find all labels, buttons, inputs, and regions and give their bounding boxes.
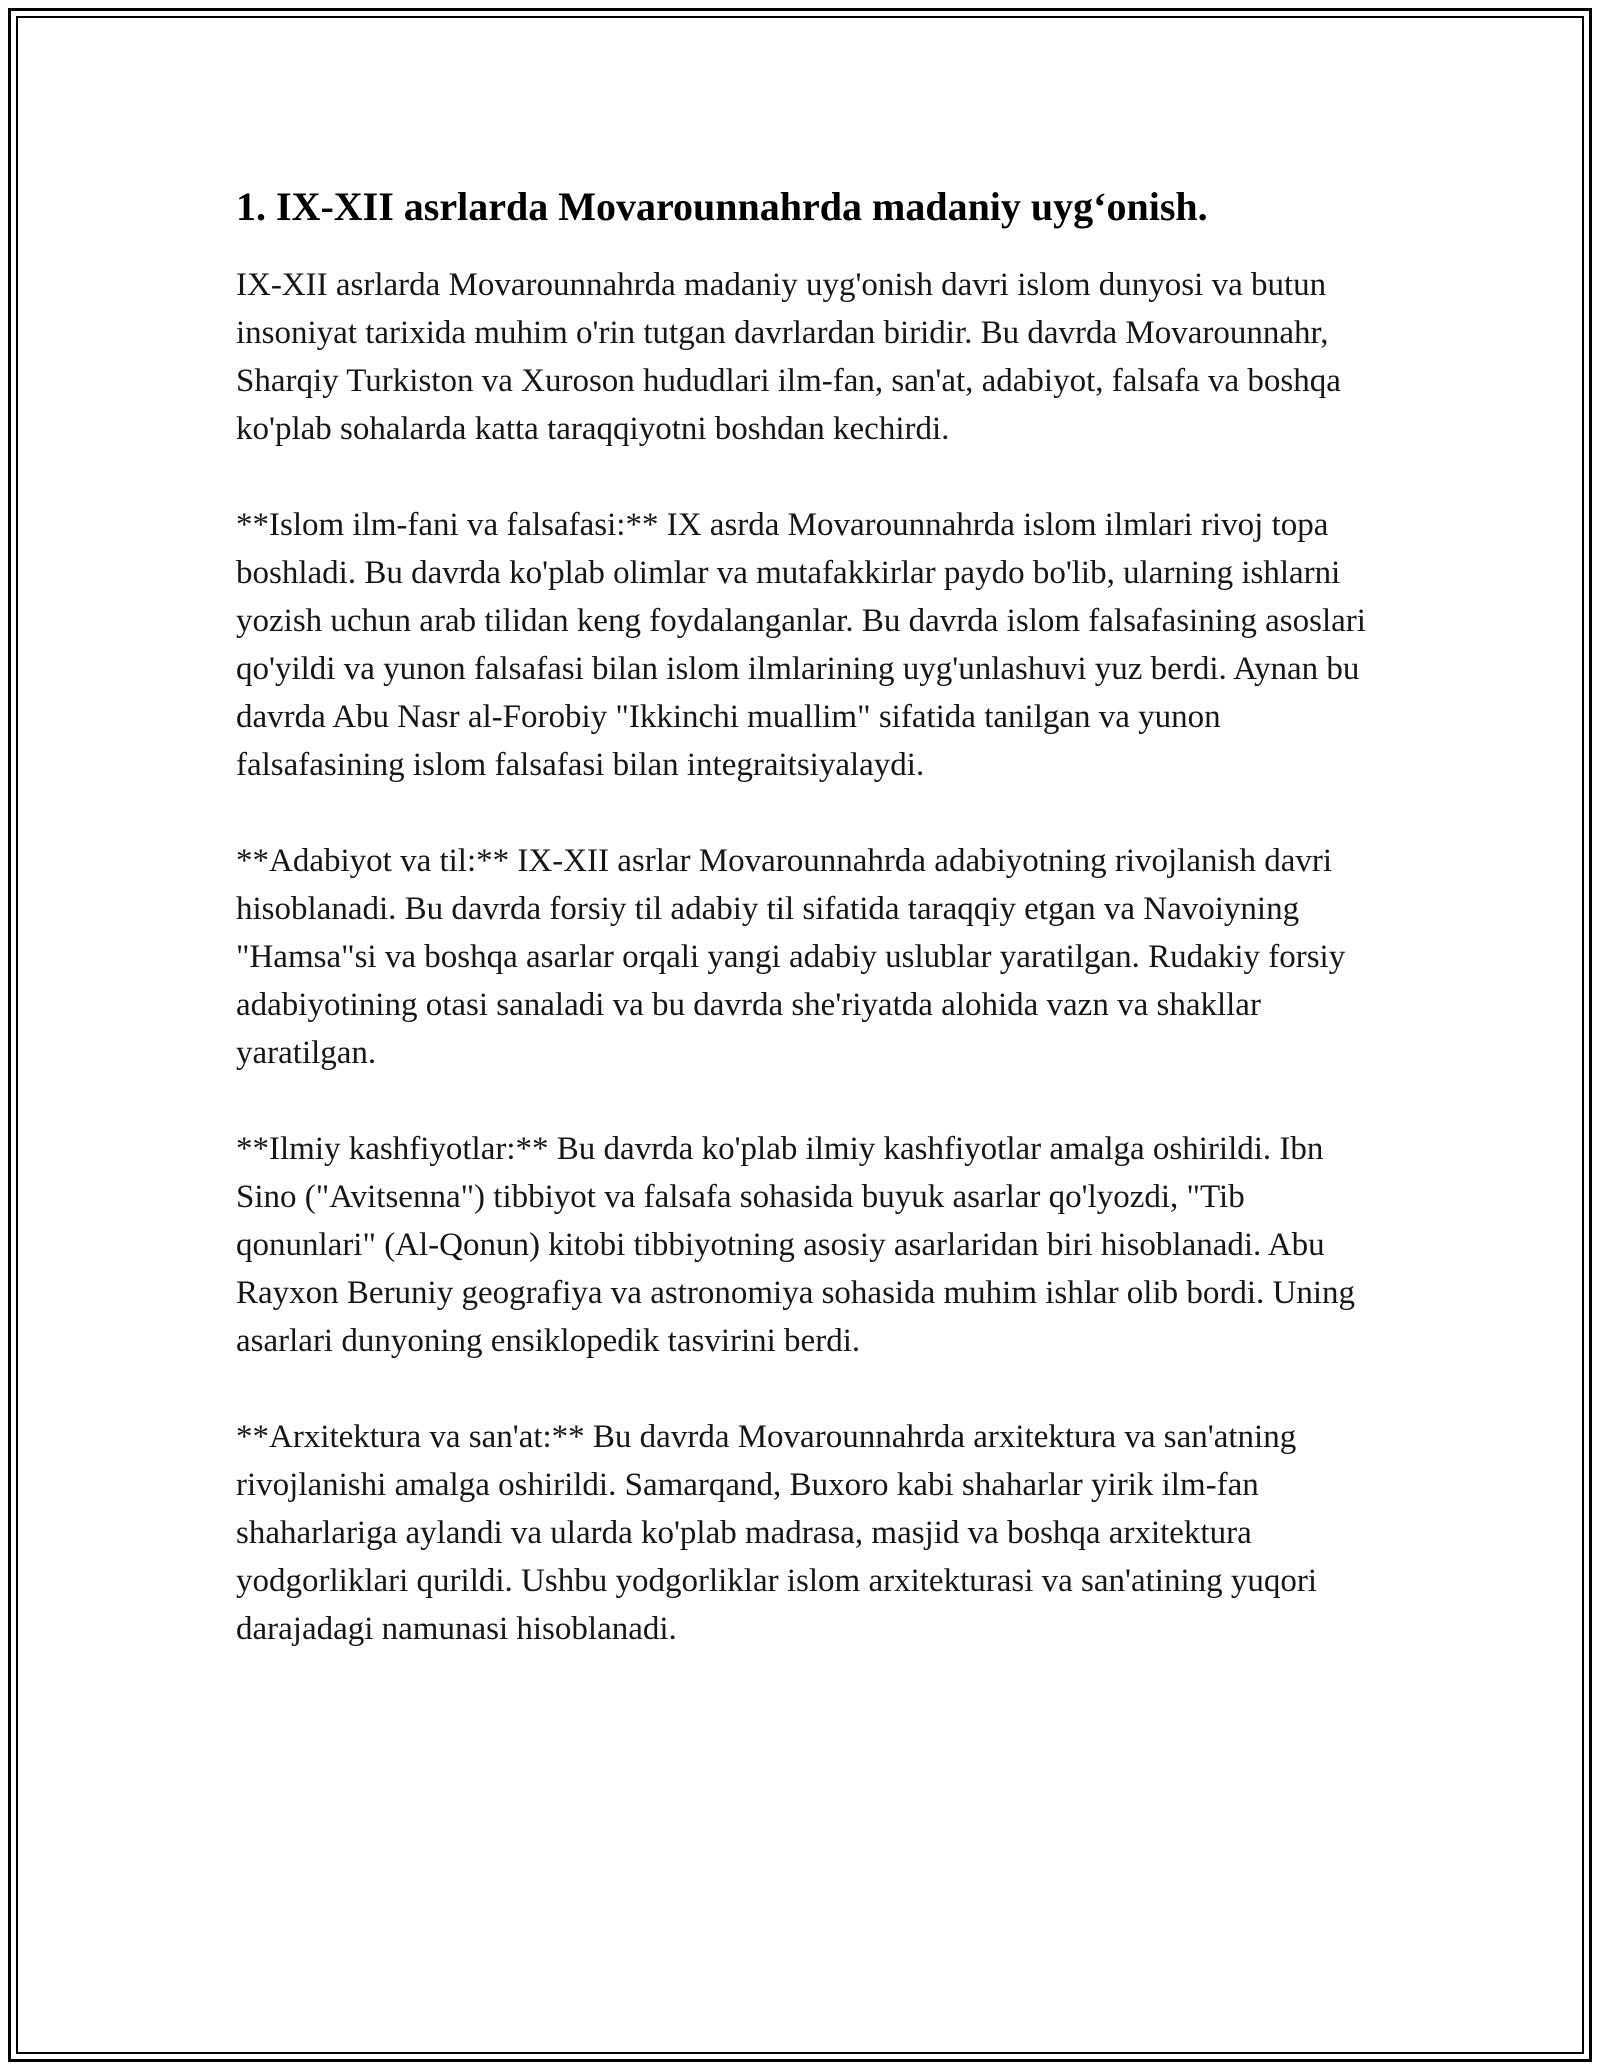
- paragraph-intro: IX-XII asrlarda Movarounnahrda madaniy uyg'onish davri islom dunyosi va butun insoniyat tarixida muhim o'rin tutgan davrlardan biridir. Bu davrda Movarounnahr, Sharqiy Turkiston va Xuroson hududlari ilm-fan, san'at, adabiyot, falsafa va boshqa ko'plab sohalarda katta taraqqiyotni boshdan kechirdi.: [236, 267, 1341, 447]
- paragraph-scientific-discoveries: **Ilmiy kashfiyotlar:** Bu davrda ko'plab ilmiy kashfiyotlar amalga oshirildi. Ibn Sino ("Avitsenna") tibbiyot va falsafa sohasida buyuk asarlar qo'lyozdi, "Tib qonunlari" (Al-Qonun) kitobi tibbiyotning asosiy asarlaridan biri hisoblanadi. Abu Rayxon Beruniy geografiya va astronomiya sohasida muhim ishlar olib bordi. Uning asarlari dunyoning ensiklopedik tasvirini berdi.: [236, 1131, 1356, 1359]
- page-title: 1. IX-XII asrlarda Movarounnahrda madaniy uyg‘onish.: [236, 184, 1208, 229]
- paragraph-literature-language: **Adabiyot va til:** IX-XII asrlar Movarounnahrda adabiyotning rivojlanish davri hisoblanadi. Bu davrda forsiy til adabiy til sifatida taraqqiy etgan va Navoiyning "Hamsa"si va boshqa asarlar orqali yangi adabiy uslublar yaratilgan. Rudakiy forsiy adabiyotining otasi sanaladi va bu davrda she'riyatda alohida vazn va shakllar yaratilgan.: [236, 843, 1346, 1071]
- document-body: [236, 183, 1376, 1701]
- paragraph-islamic-science-philosophy: **Islom ilm-fani va falsafasi:** IX asrda Movarounnahrda islom ilmlari rivoj topa boshladi. Bu davrda ko'plab olimlar va mutafakkirlar paydo bo'lib, ularning ishlarni yozish uchun arab tilidan keng foydalanganlar. Bu davrda islom falsafasining asoslari qo'yildi va yunon falsafasi bilan islom ilmlarining uyg'unlashuvi yuz berdi. Aynan bu davrda Abu Nasr al-Forobiy "Ikkinchi muallim" sifatida tanilgan va yunon falsafasining islom falsafasi bilan integraitsiyalaydi.: [236, 507, 1366, 783]
- paragraph-architecture-art: **Arxitektura va san'at:** Bu davrda Movarounnahrda arxitektura va san'atning rivojlanishi amalga oshirildi. Samarqand, Buxoro kabi shaharlar yirik ilm-fan shaharlariga aylandi va ularda ko'plab madrasa, masjid va boshqa arxitektura yodgorliklari qurildi. Ushbu yodgorliklar islom arxitekturasi va san'atining yuqori darajadagi namunasi hisoblanadi.: [236, 1419, 1318, 1647]
